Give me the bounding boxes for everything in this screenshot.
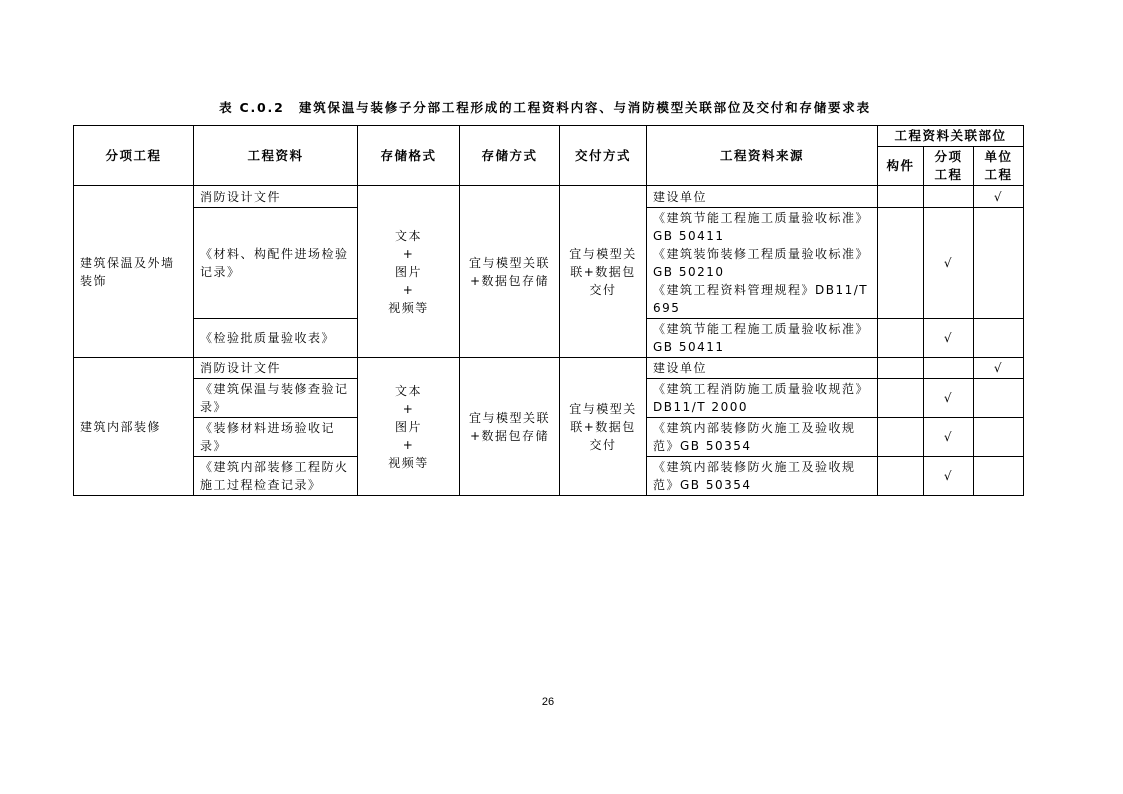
material-cell: 《建筑内部装修工程防火施工过程检查记录》 <box>194 457 358 496</box>
subitem-check <box>924 358 974 379</box>
source-cell: 《建筑内部装修防火施工及验收规范》GB 50354 <box>647 418 878 457</box>
subitem-check: √ <box>924 208 974 319</box>
source-cell: 建设单位 <box>647 358 878 379</box>
source-cell: 《建筑节能工程施工质量验收标准》GB 50411 《建筑装饰装修工程质量验收标准》GB 50210 《建筑工程资料管理规程》DB11/T 695 <box>647 208 878 319</box>
format-cell: 文本 + 图片 + 视频等 <box>358 358 460 496</box>
component-check <box>878 208 924 319</box>
material-cell: 《材料、构配件进场检验记录》 <box>194 208 358 319</box>
unit-check: √ <box>974 358 1024 379</box>
subitem-check: √ <box>924 457 974 496</box>
header-assoc-group: 工程资料关联部位 <box>878 126 1024 147</box>
source-cell: 建设单位 <box>647 186 878 208</box>
header-subitem-eng: 分项 工程 <box>924 147 974 186</box>
header-subitem: 分项工程 <box>74 126 194 186</box>
subitem-check <box>924 186 974 208</box>
material-cell: 《装修材料进场验收记录》 <box>194 418 358 457</box>
unit-check: √ <box>974 186 1024 208</box>
component-check <box>878 457 924 496</box>
header-unit-eng: 单位 工程 <box>974 147 1024 186</box>
source-cell: 《建筑节能工程施工质量验收标准》GB 50411 <box>647 319 878 358</box>
subitem-check: √ <box>924 379 974 418</box>
source-cell: 《建筑内部装修防火施工及验收规范》GB 50354 <box>647 457 878 496</box>
format-cell: 文本 + 图片 + 视频等 <box>358 186 460 358</box>
unit-check <box>974 379 1024 418</box>
method-cell: 宜与模型关联+数据包存储 <box>460 358 560 496</box>
header-source: 工程资料来源 <box>647 126 878 186</box>
records-table <box>73 125 1024 496</box>
delivery-cell: 宜与模型关联+数据包交付 <box>560 186 647 358</box>
group-name: 建筑内部装修 <box>74 358 194 496</box>
component-check <box>878 186 924 208</box>
subitem-check: √ <box>924 418 974 457</box>
subitem-check: √ <box>924 319 974 358</box>
material-cell: 《建筑保温与装修查验记录》 <box>194 379 358 418</box>
header-delivery: 交付方式 <box>560 126 647 186</box>
page-number: 26 <box>541 696 555 708</box>
component-check <box>878 418 924 457</box>
component-check <box>878 358 924 379</box>
unit-check <box>974 457 1024 496</box>
delivery-cell: 宜与模型关联+数据包交付 <box>560 358 647 496</box>
material-cell: 消防设计文件 <box>194 358 358 379</box>
header-material: 工程资料 <box>194 126 358 186</box>
material-cell: 《检验批质量验收表》 <box>194 319 358 358</box>
table-title: 表 C.0.2 建筑保温与装修子分部工程形成的工程资料内容、与消防模型关联部位及交付和存储要求表 <box>219 100 871 115</box>
material-cell: 消防设计文件 <box>194 186 358 208</box>
component-check <box>878 379 924 418</box>
unit-check <box>974 319 1024 358</box>
source-cell: 《建筑工程消防施工质量验收规范》DB11/T 2000 <box>647 379 878 418</box>
method-cell: 宜与模型关联+数据包存储 <box>460 186 560 358</box>
header-format: 存储格式 <box>358 126 460 186</box>
component-check <box>878 319 924 358</box>
header-method: 存储方式 <box>460 126 560 186</box>
unit-check <box>974 208 1024 319</box>
unit-check <box>974 418 1024 457</box>
group-name: 建筑保温及外墙装饰 <box>74 186 194 358</box>
header-component: 构件 <box>878 147 924 186</box>
